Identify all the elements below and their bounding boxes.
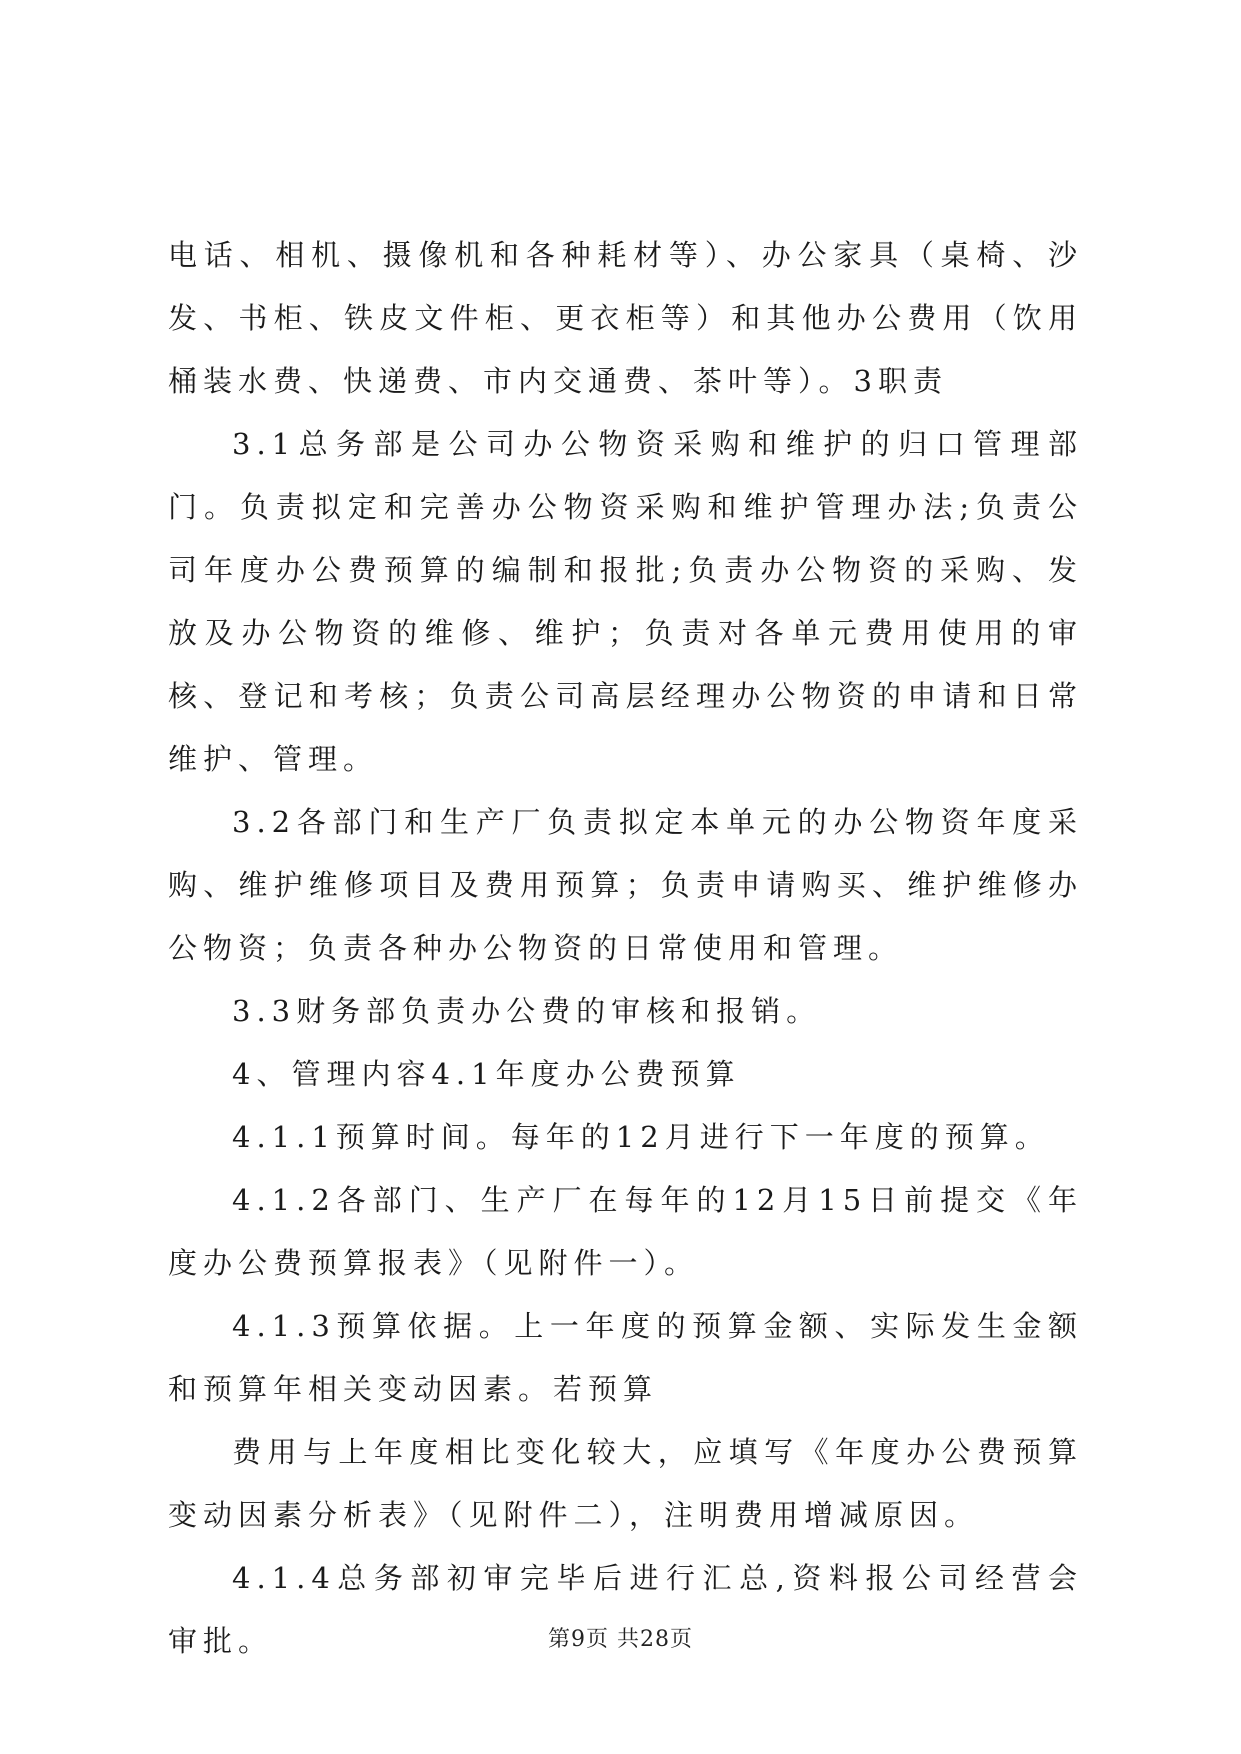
paragraph-4-1-3-continued: 费用与上年度相比变化较大，应填写《年度办公费预算变动因素分析表》（见附件二），注明费用增减原因。 xyxy=(168,1435,1083,1532)
paragraph-4-1-3: 4.1.3预算依据。上一年度的预算金额、实际发生金额和预算年相关变动因素。若预算 xyxy=(168,1309,1083,1406)
paragraph-3-3: 3.3财务部负责办公费的审核和报销。 xyxy=(232,994,822,1028)
paragraph-4-1-2: 4.1.2各部门、生产厂在每年的12月15日前提交《年度办公费预算报表》（见附件一）。 xyxy=(168,1183,1083,1280)
page-number-footer: 第9页 共28页 xyxy=(548,1627,693,1652)
paragraph-4-1-1: 4.1.1预算时间。每年的12月进行下一年度的预算。 xyxy=(232,1120,1050,1154)
paragraph-3-1: 3.1总务部是公司办公物资采购和维护的归口管理部门。负责拟定和完善办公物资采购和维护管理办法;负责公司年度办公费预算的编制和报批;负责办公物资的采购、发放及办公物资的维修、维护；负责对各单元费用使用的审核、登记和考核；负责公司高层经理办公物资的申请和日常维护、管理。 xyxy=(168,427,1083,776)
section-heading-4: 4、管理内容4.1年度办公费预算 xyxy=(232,1057,741,1091)
paragraph-continuation: 电话、相机、摄像机和各种耗材等）、办公家具（桌椅、沙发、书柜、铁皮文件柜、更衣柜等）和其他办公费用（饮用桶装水费、快递费、市内交通费、茶叶等）。3职责 xyxy=(168,238,1083,398)
document-body xyxy=(168,224,1083,1673)
paragraph-4-1-4: 4.1.4总务部初审完毕后进行汇总,资料报公司经营会审批。 xyxy=(168,1561,1083,1658)
paragraph-3-2: 3.2各部门和生产厂负责拟定本单元的办公物资年度采购、维护维修项目及费用预算；负责申请购买、维护维修办公物资；负责各种办公物资的日常使用和管理。 xyxy=(168,805,1083,965)
